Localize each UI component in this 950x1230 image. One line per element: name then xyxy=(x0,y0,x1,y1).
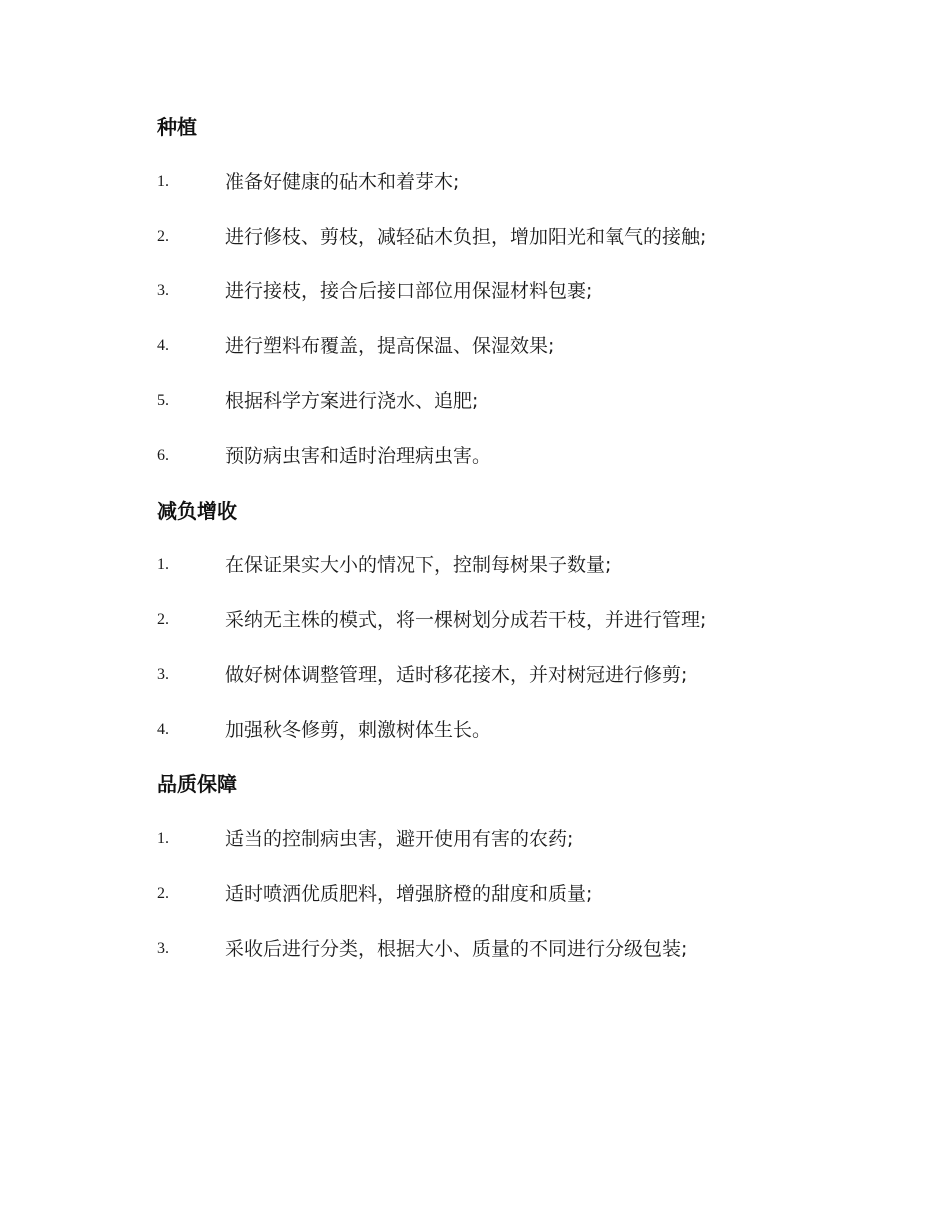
list-item-text: 进行塑料布覆盖，提高保温、保湿效果; xyxy=(225,335,555,357)
section-heading-planting: 种植 xyxy=(157,115,197,139)
list-item-number: 5. xyxy=(157,392,169,409)
list-item-number: 2. xyxy=(157,228,169,245)
list-item-text: 在保证果实大小的情况下，控制每树果子数量; xyxy=(225,554,612,576)
list-item-text: 加强秋冬修剪，刺激树体生长。 xyxy=(225,719,492,741)
list-item-number: 1. xyxy=(157,830,169,847)
list-item-text: 根据科学方案进行浇水、追肥; xyxy=(225,390,479,412)
list-item-number: 3. xyxy=(157,666,169,683)
list-item-text: 预防病虫害和适时治理病虫害。 xyxy=(225,445,492,467)
list-item-number: 4. xyxy=(157,337,169,354)
list-item-number: 2. xyxy=(157,885,169,902)
list-item-number: 4. xyxy=(157,721,169,738)
list-item-text: 进行接枝，接合后接口部位用保湿材料包裹; xyxy=(225,280,593,302)
list-item-text: 适时喷洒优质肥料，增强脐橙的甜度和质量; xyxy=(225,883,593,905)
list-item-number: 3. xyxy=(157,282,169,299)
list-item-text: 做好树体调整管理，适时移花接木，并对树冠进行修剪; xyxy=(225,664,688,686)
list-item-text: 适当的控制病虫害，避开使用有害的农药; xyxy=(225,828,574,850)
list-item-number: 3. xyxy=(157,940,169,957)
list-item-text: 采收后进行分类，根据大小、质量的不同进行分级包装; xyxy=(225,938,688,960)
list-item-text: 准备好健康的砧木和着芽木; xyxy=(225,171,460,193)
section-heading-reduce-burden: 减负增收 xyxy=(157,499,237,523)
list-item-number: 1. xyxy=(157,556,169,573)
section-heading-quality: 品质保障 xyxy=(157,772,237,796)
list-item-number: 1. xyxy=(157,173,169,190)
list-item-number: 2. xyxy=(157,611,169,628)
list-item-text: 采纳无主株的模式，将一棵树划分成若干枝，并进行管理; xyxy=(225,609,707,631)
list-item-text: 进行修枝、剪枝，减轻砧木负担，增加阳光和氧气的接触; xyxy=(225,226,707,248)
list-item-number: 6. xyxy=(157,447,169,464)
